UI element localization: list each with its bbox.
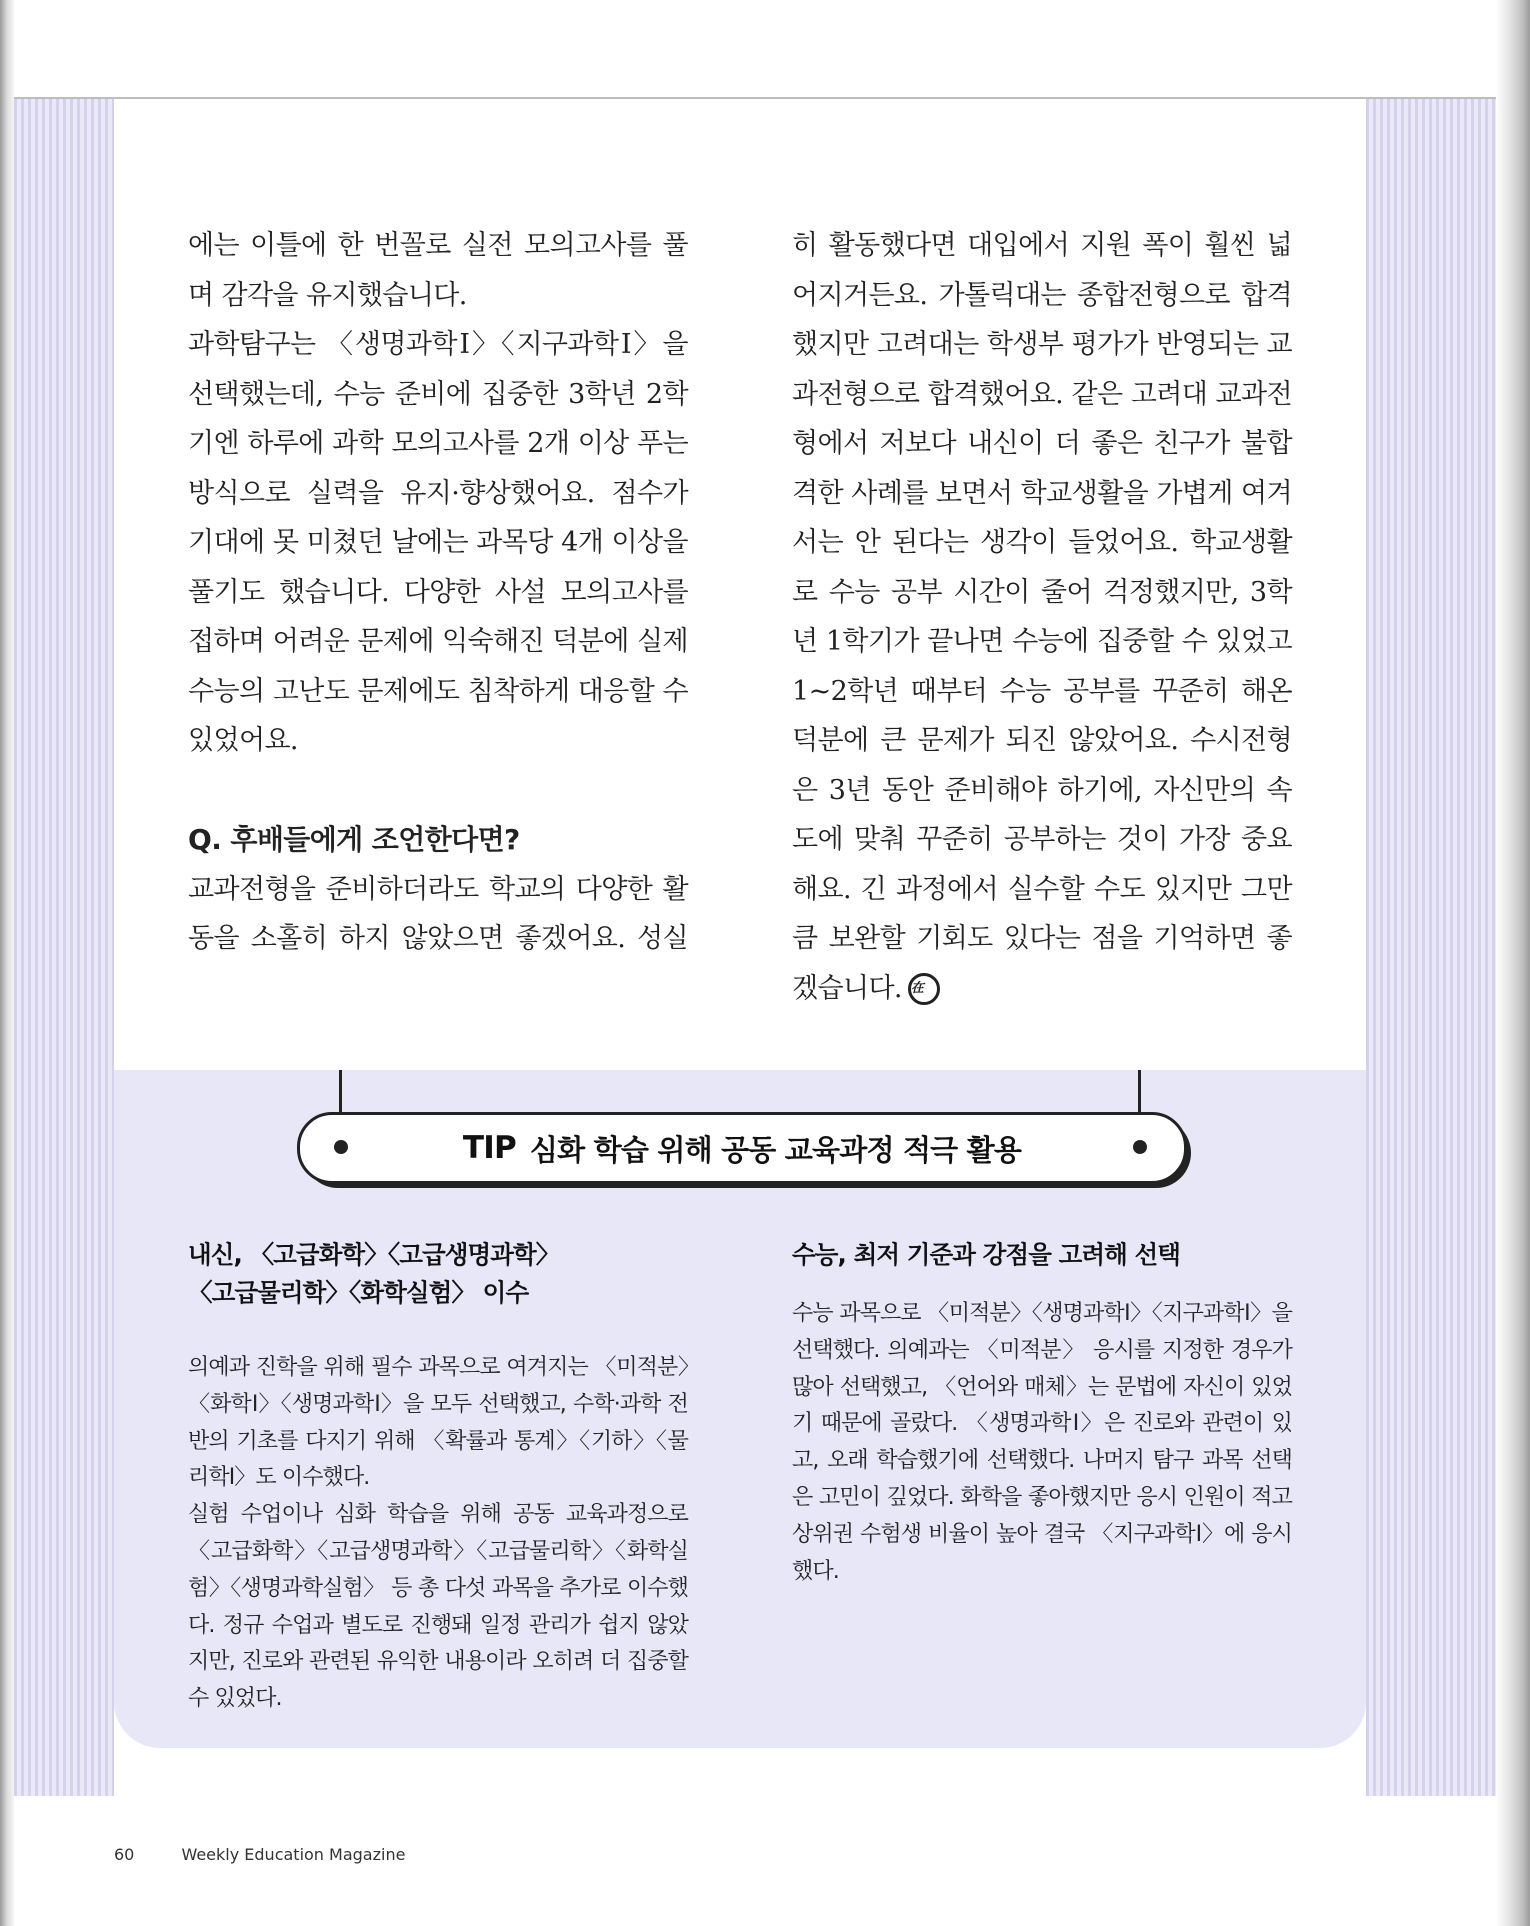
article-paragraph: 과학탐구는 〈생명과학Ⅰ〉〈지구과학Ⅰ〉을 선택했는데, 수능 준비에 집중한 3학년 2학기엔 하루에 과학 모의고사를 2개 이상 푸는 방식으로 실력을 유지·향상했어요. 점수가 기대에 못 미쳤던 날에는 과목당 4개 이상을 풀기도 했습니다. 다양한 사설 모의고사를 접하며 어려운 문제에 익숙해진 덕분에 실제 수능의 고난도 문제에도 침착하게 대응할 수 있었어요. — [188, 329, 688, 756]
answer-continued-text: 히 활동했다면 대입에서 지원 폭이 훨씬 넓어지거든요. 가톨릭대는 종합전형으로 합격했지만 고려대는 학생부 평가가 반영되는 교과전형으로 합격했어요. 같은 고려대 교과전형에서 저보다 내신이 더 좋은 친구가 불합격한 사례를 보면서 학교생활을 가볍게 여겨서는 안 된다는 생각이 들었어요. 학교생활로 수능 공부 시간이 줄어 걱정했지만, 3학년 1학기가 끝나면 수능에 집중할 수 있었고 1~2학년 때부터 수능 공부를 꾸준히 해온 덕분에 큰 문제가 되진 않았어요. 수시전형은 3년 동안 준비해야 하기에, 자신만의 속도에 맞춰 꾸준히 공부하는 것이 가장 중요해요. 긴 과정에서 실수할 수도 있지만 그만큼 보완할 기회도 있다는 점을 기억하면 좋겠습니다. — [792, 230, 1292, 1004]
tip-right-paragraph: 수능 과목으로 〈미적분〉〈생명과학Ⅰ〉〈지구과학Ⅰ〉을 선택했다. 의예과는 〈미적분〉 응시를 지정한 경우가 많아 선택했고, 〈언어와 매체〉는 문법에 자신이 있었기 때문에 골랐다. 〈생명과학Ⅰ〉은 진로와 관련이 있고, 오래 학습했기에 선택했다. 나머지 탐구 과목 선택은 고민이 깊었다. 화학을 좋아했지만 응시 인원이 적고 상위권 수험생 비율이 높아 결국 〈지구과학Ⅰ〉에 응시했다. — [792, 1301, 1292, 1584]
answer-paragraph: 교과전형을 준비하더라도 학교의 다양한 활동을 소홀히 하지 않았으면 좋겠어요. 성실 — [188, 873, 688, 954]
page-number: 60 — [114, 1845, 135, 1864]
tip-title-box — [297, 1112, 1187, 1184]
tip-left-paragraph: 의예과 진학을 위해 필수 과목으로 여겨지는 〈미적분〉〈화학Ⅰ〉〈생명과학Ⅰ〉을 모두 선택했고, 수학·과학 전반의 기초를 다지기 위해 〈확률과 통계〉〈기하〉〈물리학Ⅰ〉도 이수했다. — [188, 1355, 688, 1491]
magazine-name: Weekly Education Magazine — [181, 1845, 406, 1864]
tip-right-heading: 수능, 최저 기준과 강점을 고려해 선택 — [792, 1240, 1181, 1269]
tip-left-heading-line1: 내신, 〈고급화학〉〈고급생명과학〉 — [188, 1240, 560, 1269]
tip-left-heading-line2: 〈고급물리학〉〈화학실험〉 이수 — [188, 1278, 529, 1307]
end-mark-icon: 在 — [908, 973, 940, 1005]
article-left-column — [188, 221, 688, 964]
bullet-dot-left — [334, 1140, 348, 1154]
page-edge-left — [0, 0, 14, 1926]
bullet-dot-right — [1133, 1140, 1147, 1154]
stripe-band-right — [1366, 99, 1496, 1796]
page-footer — [114, 1845, 405, 1864]
tip-label: TIP — [462, 1130, 516, 1166]
tip-left-column — [188, 1236, 688, 1718]
article-paragraph: 에는 이틀에 한 번꼴로 실전 모의고사를 풀며 감각을 유지했습니다. — [188, 230, 688, 311]
stripe-band-left — [14, 99, 114, 1796]
answer-continued — [792, 221, 1292, 1013]
tip-left-paragraph: 실험 수업이나 심화 학습을 위해 공동 교육과정으로 〈고급화학〉〈고급생명과학〉〈고급물리학〉〈화학실험〉〈생명과학실험〉 등 총 다섯 과목을 추가로 이수했다. 정규 수업과 별도로 진행돼 일정 관리가 쉽지 않았지만, 진로와 관련된 유익한 내용이라 오히려 더 집중할 수 있었다. — [188, 1502, 688, 1712]
tip-title: 심화 학습 위해 공동 교육과정 적극 활용 — [529, 1132, 1022, 1167]
tip-right-column — [792, 1236, 1292, 1590]
article-right-column — [792, 221, 1292, 1013]
question-heading: Q. 후배들에게 조언한다면? — [188, 823, 520, 856]
page-edge-right — [1496, 0, 1530, 1926]
